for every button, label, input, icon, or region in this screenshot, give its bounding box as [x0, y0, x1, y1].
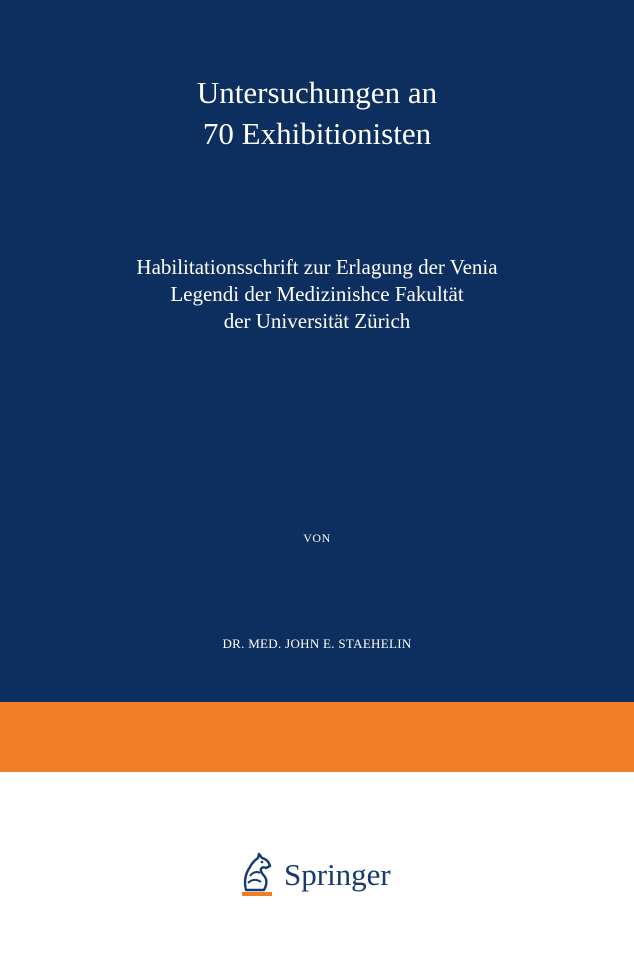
author-name: DR. MED. JOHN E. STAEHELIN [222, 636, 412, 651]
publisher-logo-block [236, 852, 391, 898]
book-subtitle [0, 254, 634, 335]
title-line-2: 70 Exhibitionisten [202, 116, 432, 151]
subtitle-line-2: Legendi der Medizinishce Fakultät [170, 282, 464, 306]
orange-band [0, 702, 634, 772]
subtitle-line-1: Habilitationsschrift zur Erlagung der Venia [136, 255, 498, 279]
springer-chess-knight-icon [236, 852, 278, 898]
subtitle-line-3: der Universität Zürich [223, 309, 411, 333]
by-label: VON [303, 531, 331, 545]
title-line-1: Untersuchungen an [196, 75, 438, 110]
publisher-name: Springer [284, 857, 391, 892]
book-title [0, 72, 634, 154]
